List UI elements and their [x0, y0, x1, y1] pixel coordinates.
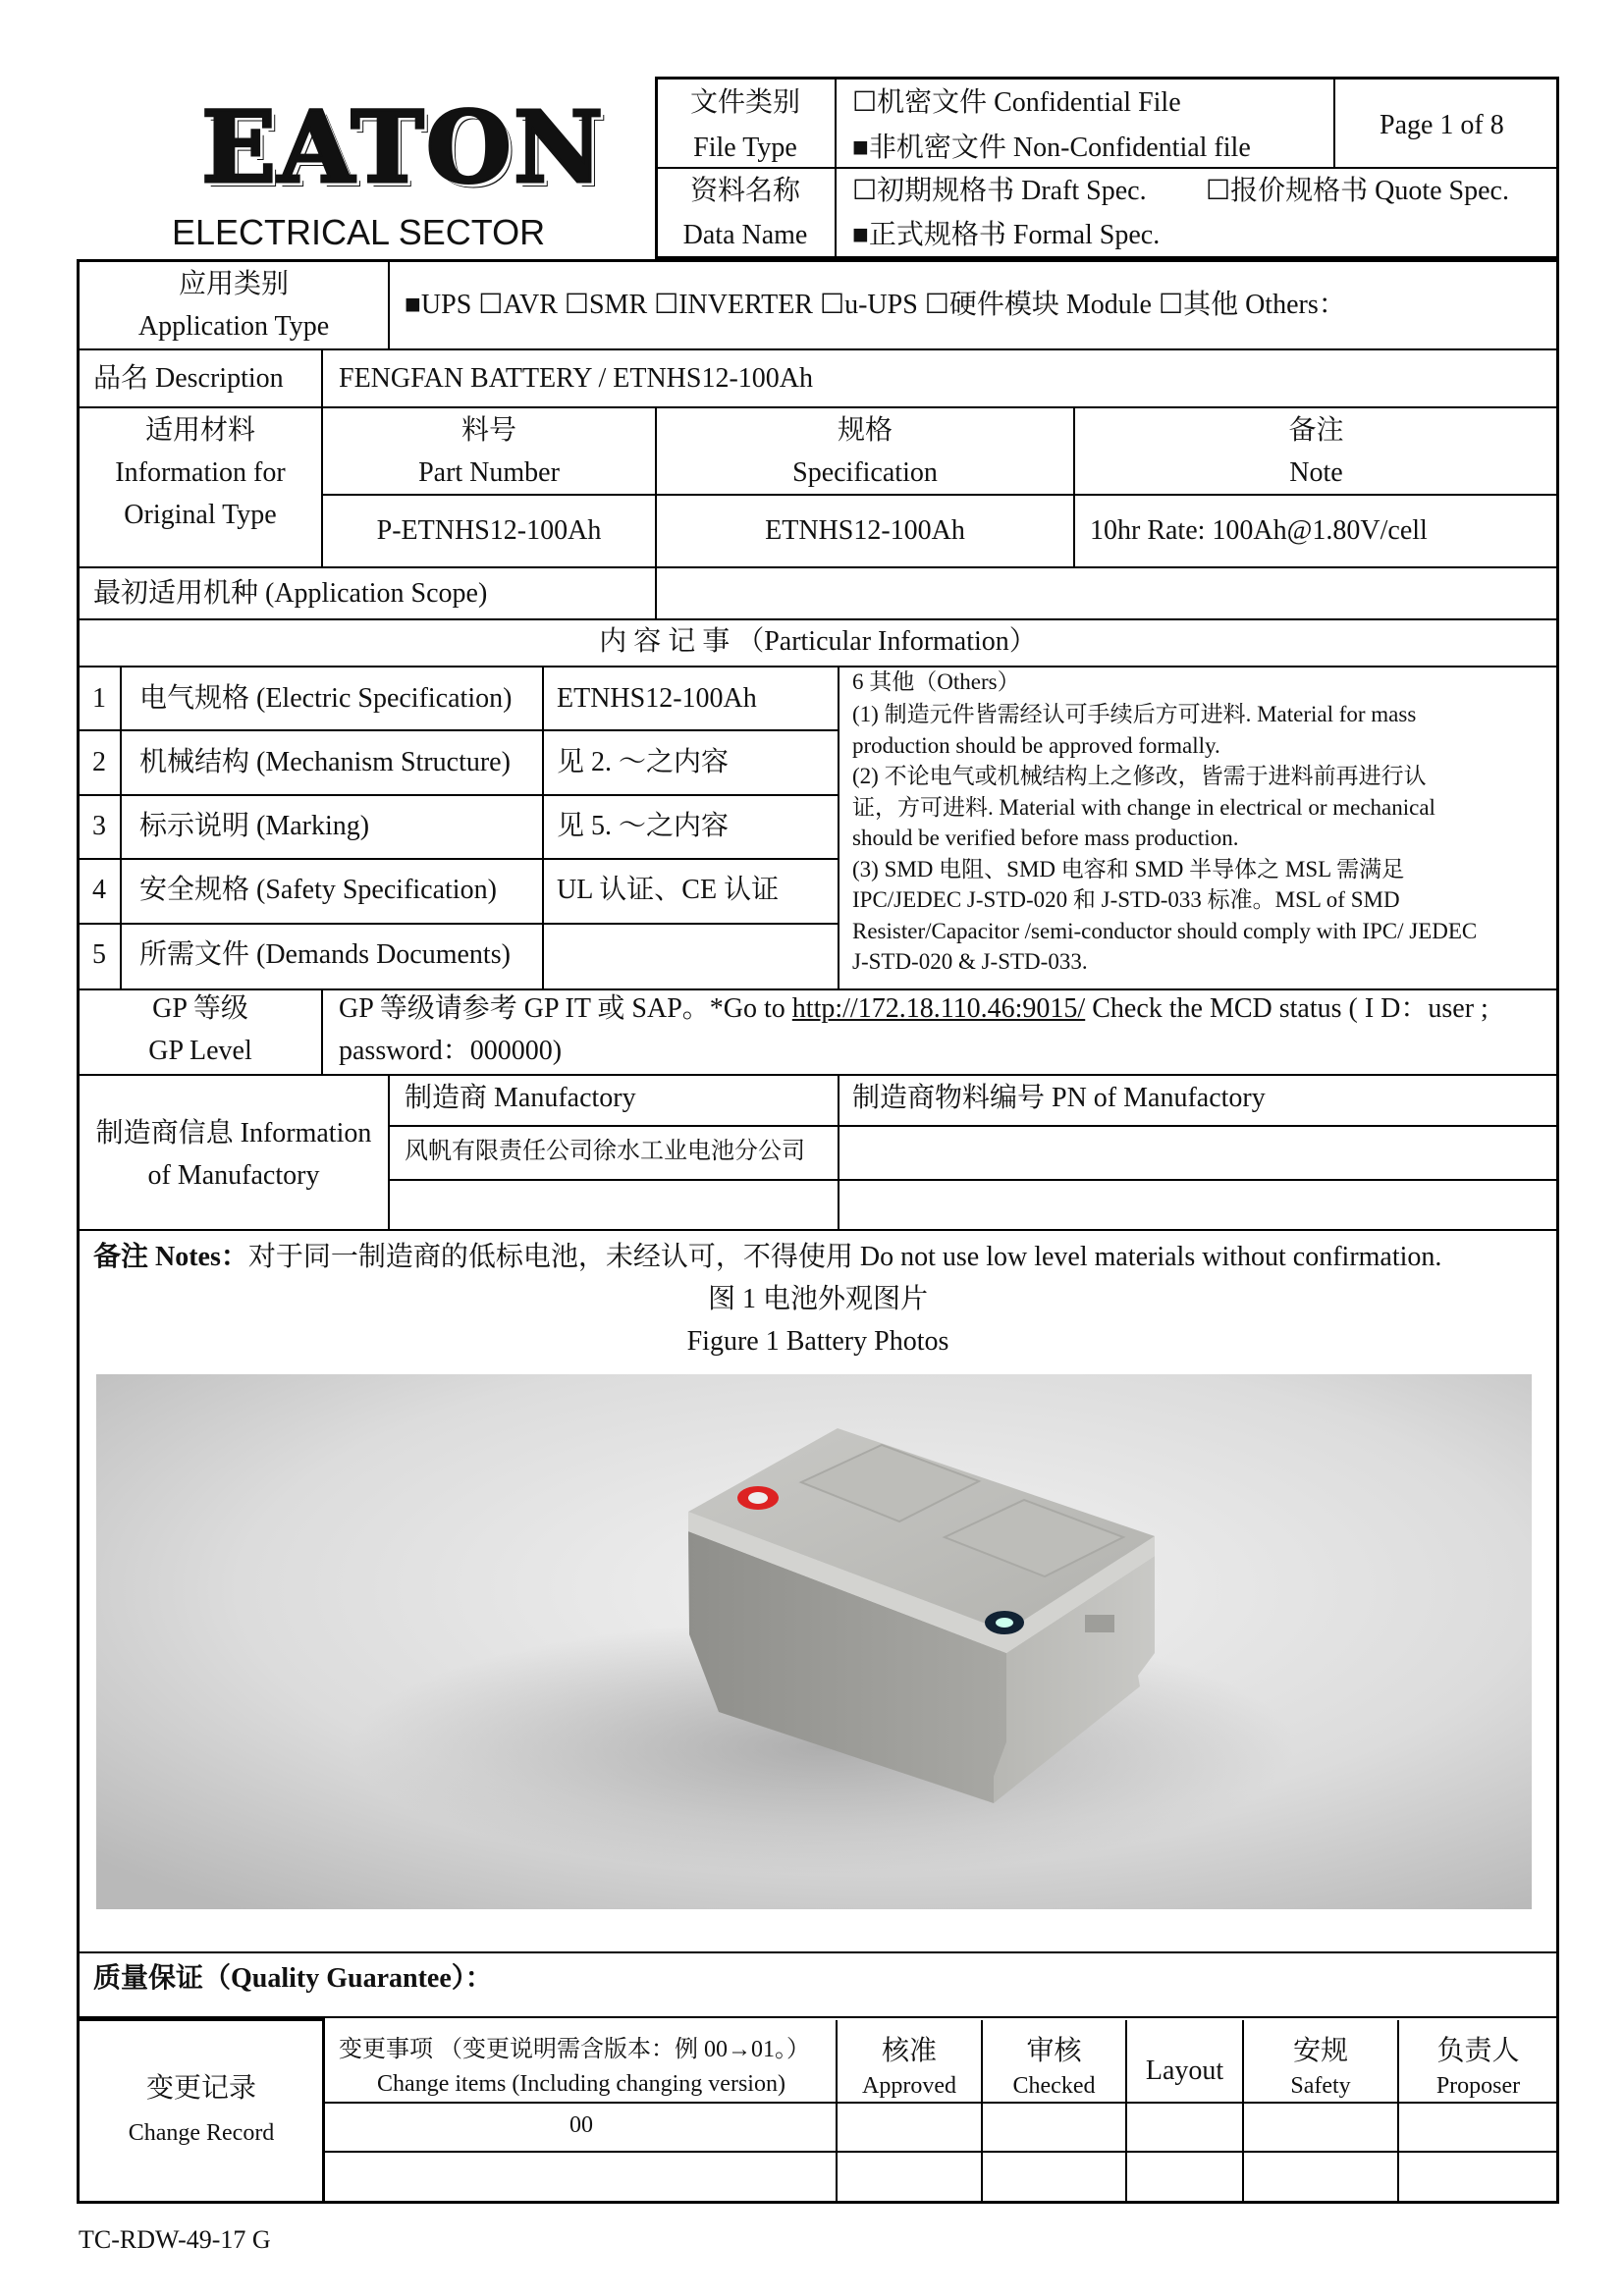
spec-header-en: Specification	[792, 457, 938, 488]
checked-header-en: Checked	[1012, 2073, 1096, 2099]
eaton-logo: EATON	[201, 89, 606, 205]
item-1-name: 电气规格 (Electric Specification)	[139, 683, 513, 714]
data-name-cn: 资料名称	[689, 176, 800, 206]
item-4-value: UL 认证、CE 认证	[557, 875, 780, 905]
item-5-name: 所需文件 (Demands Documents)	[139, 939, 511, 970]
gp-level-label-cn: GP 等级	[152, 993, 248, 1024]
description-label: 品名 Description	[93, 363, 284, 394]
figure-caption-en: Figure 1 Battery Photos	[686, 1326, 949, 1357]
layout-header: Layout	[1145, 2056, 1224, 2086]
manufactory-label-2: of Manufactory	[147, 1160, 320, 1191]
particular-info-title: 内 容 记 事 （Particular Information）	[599, 626, 1037, 657]
draft-spec-option[interactable]: ☐初期规格书 Draft Spec.	[852, 176, 1147, 206]
material-label-1: 适用材料	[144, 415, 255, 446]
proposer-header-cn: 负责人	[1436, 2036, 1520, 2066]
gp-text-before: GP 等级请参考 GP IT 或 SAP。*Go to	[339, 993, 792, 1024]
pn-of-manufactory-header: 制造商物料编号 PN of Manufactory	[852, 1083, 1266, 1113]
item-4-name: 安全规格 (Safety Specification)	[139, 875, 497, 905]
sector-label: ELECTRICAL SECTOR	[172, 212, 546, 252]
manufactory-label-1: 制造商信息 Information	[95, 1118, 372, 1148]
item-2-value: 见 2. ～之内容	[557, 747, 730, 777]
non-confidential-option[interactable]: ■非机密文件 Non-Confidential file	[852, 133, 1251, 163]
change-record-label-cn: 变更记录	[145, 2073, 256, 2104]
quality-guarantee-label: 质量保证（Quality Guarantee）：	[93, 1963, 493, 1994]
others-line-8: Resister/Capacitor /semi-conductor should comply with IPC/ JEDEC	[852, 918, 1478, 943]
app-type-options[interactable]: ■UPS ☐AVR ☐SMR ☐INVERTER ☐u-UPS ☐硬件模块 Module ☐其他 Others：	[405, 290, 1346, 320]
change-items-header-cn: 变更事项 （变更说明需含版本：例 00→01。）	[339, 2037, 810, 2062]
approved-header-cn: 核准	[881, 2036, 937, 2066]
item-1-value: ETNHS12-100Ah	[557, 683, 757, 714]
others-line-3: (2) 不论电气或机械结构上之修改，皆需于进料前再进行认	[852, 764, 1427, 788]
manufactory-header: 制造商 Manufactory	[405, 1083, 636, 1113]
material-label-3: Original Type	[124, 500, 277, 530]
gp-text-after: Check the MCD status ( I D：user ;	[1085, 993, 1489, 1024]
others-title: 6 其他（Others）	[852, 669, 1020, 694]
spec-header-cn: 规格	[837, 415, 893, 446]
formal-spec-option[interactable]: ■正式规格书 Formal Spec.	[852, 220, 1161, 250]
app-type-label-en: Application Type	[137, 311, 330, 342]
item-4-no: 4	[92, 875, 106, 905]
part-number-header-en: Part Number	[418, 457, 560, 488]
material-label-2: Information for	[115, 457, 286, 488]
application-scope-label: 最初适用机种 (Application Scope)	[93, 578, 488, 609]
file-type-en: File Type	[693, 133, 797, 163]
form-outer-border	[77, 259, 1559, 2204]
others-line-1: (1) 制造元件皆需经认可手续后方可进料. Material for mass	[852, 702, 1417, 726]
others-line-7: IPC/JEDEC J-STD-020 和 J-STD-033 标准。MSL of SMD	[852, 887, 1400, 912]
gp-level-text	[339, 994, 1489, 1025]
item-3-value: 见 5. ～之内容	[557, 811, 730, 841]
others-line-2: production should be approved formally.	[852, 732, 1220, 758]
description-value: FENGFAN BATTERY / ETNHS12-100Ah	[339, 363, 814, 394]
others-line-6: (3) SMD 电阻、SMD 电容和 SMD 半导体之 MSL 需满足	[852, 856, 1405, 881]
others-notes	[852, 699, 1540, 978]
note-header-en: Note	[1289, 457, 1343, 488]
file-type-cn: 文件类别	[689, 87, 800, 118]
figure-caption-cn: 图 1 电池外观图片	[707, 1284, 928, 1314]
approved-header-en: Approved	[862, 2073, 956, 2099]
others-line-4: 证，方可进料. Material with change in electrical or mechanical	[852, 794, 1435, 820]
data-name-en: Data Name	[682, 220, 808, 250]
item-3-no: 3	[92, 811, 106, 841]
part-number-value: P-ETNHS12-100Ah	[376, 515, 602, 546]
proposer-header-en: Proposer	[1435, 2073, 1521, 2099]
notes	[93, 1243, 1441, 1273]
spec-value: ETNHS12-100Ah	[765, 515, 965, 546]
document-code: TC-RDW-49-17 G	[79, 2225, 271, 2254]
gp-level-label-en: GP Level	[148, 1036, 252, 1066]
page-number: Page 1 of 8	[1380, 110, 1504, 140]
safety-header-cn: 安规	[1292, 2036, 1348, 2066]
part-number-header-cn: 料号	[460, 415, 516, 446]
change-record-label-box	[77, 2018, 325, 2204]
change-version-value: 00	[569, 2112, 593, 2138]
quote-spec-option[interactable]: ☐报价规格书 Quote Spec.	[1206, 176, 1509, 206]
note-header-cn: 备注	[1288, 415, 1344, 446]
notes-text: 对于同一制造商的低标电池，未经认可，不得使用 Do not use low level materials without confirmation.	[247, 1242, 1442, 1272]
others-line-5: should be verified before mass production.	[852, 826, 1239, 850]
mcd-link[interactable]: http://172.18.110.46:9015/	[791, 993, 1086, 1024]
change-record-label-en: Change Record	[128, 2120, 275, 2146]
gp-level-password: password：000000)	[339, 1036, 563, 1066]
change-items-header-en: Change items (Including changing version)	[377, 2071, 785, 2097]
item-2-name: 机械结构 (Mechanism Structure)	[139, 747, 511, 777]
battery-photo	[96, 1374, 1532, 1909]
manufactory-name: 风帆有限责任公司徐水工业电池分公司	[405, 1139, 805, 1164]
item-2-no: 2	[92, 747, 106, 777]
app-type-label-cn: 应用类别	[178, 269, 289, 299]
safety-header-en: Safety	[1290, 2073, 1351, 2099]
others-line-9: J-STD-020 & J-STD-033.	[852, 949, 1088, 974]
notes-label: 备注 Notes：	[93, 1242, 248, 1272]
item-1-no: 1	[92, 683, 106, 714]
checked-header-cn: 审核	[1026, 2036, 1082, 2066]
note-value: 10hr Rate: 100Ah@1.80V/cell	[1090, 515, 1428, 546]
confidential-option[interactable]: ☐机密文件 Confidential File	[852, 87, 1181, 118]
item-3-name: 标示说明 (Marking)	[139, 811, 370, 841]
item-5-no: 5	[92, 939, 106, 970]
